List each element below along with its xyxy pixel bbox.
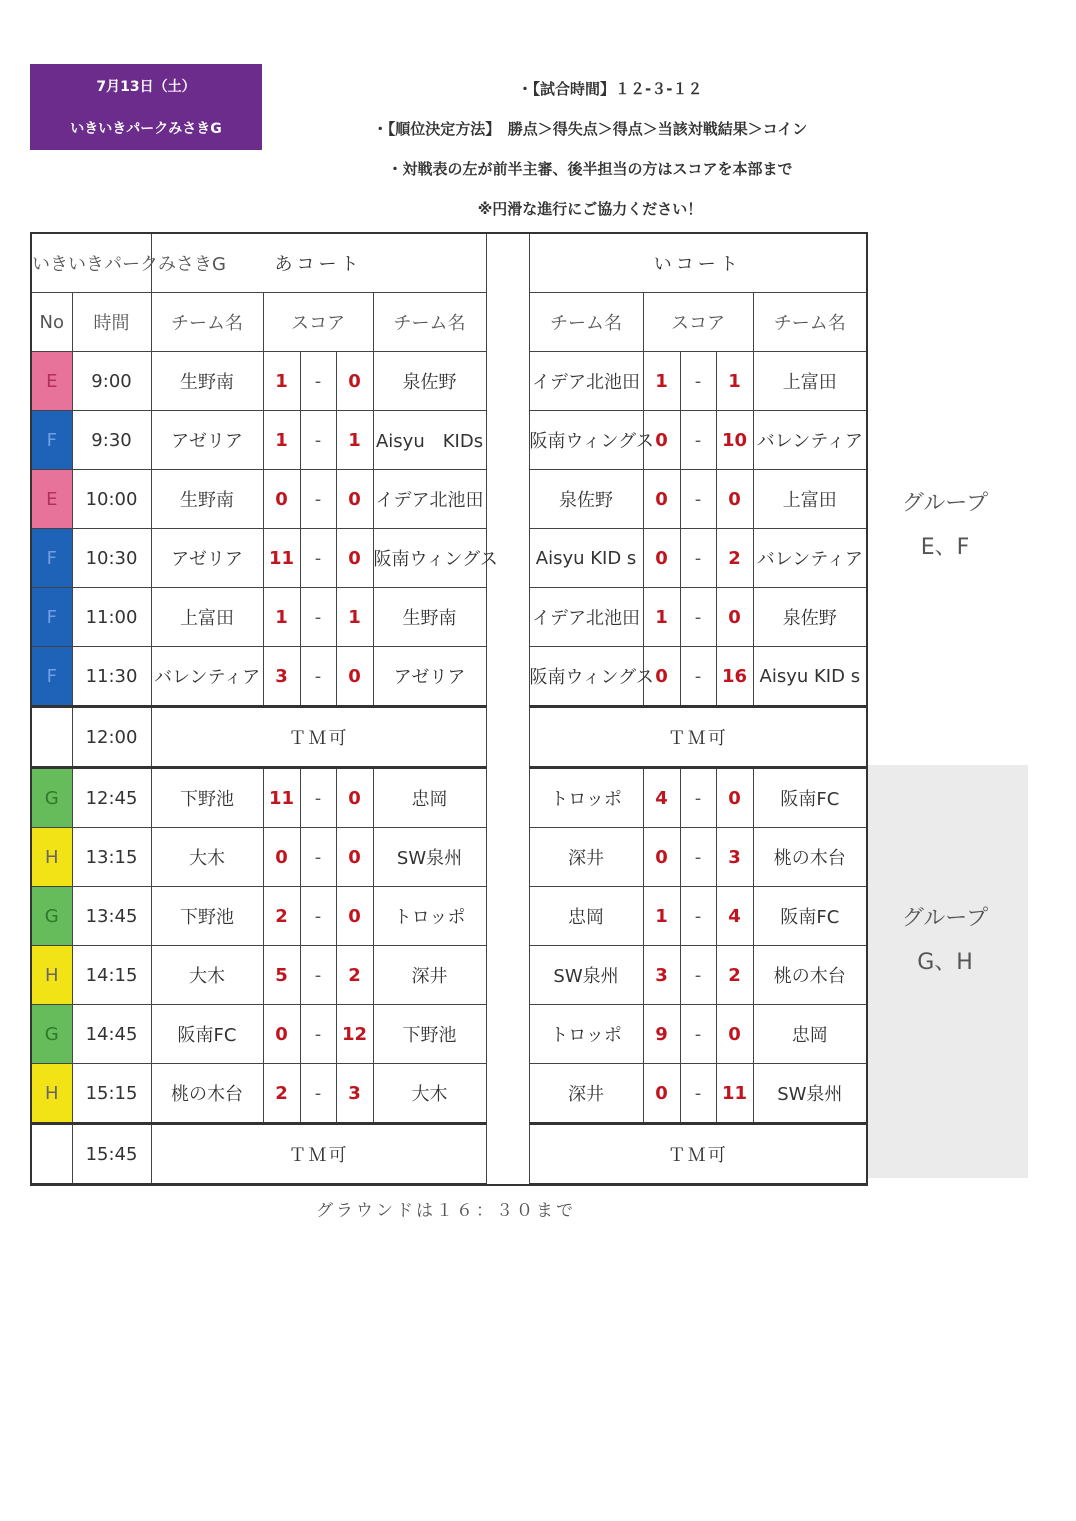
court-a-away-score: 0 — [336, 470, 373, 529]
court-i-home-score: 1 — [643, 352, 680, 411]
tm-court-i: ＴＭ可 — [529, 1124, 867, 1185]
court-i-away-team: 阪南FC — [753, 768, 867, 828]
court-gap — [486, 1064, 529, 1124]
court-i-away-team: 上富田 — [753, 470, 867, 529]
score-dash: - — [300, 1005, 336, 1064]
court-i-home-team: 阪南ウィングス — [529, 411, 643, 470]
court-i-title: いコート — [529, 233, 867, 293]
match-time: 14:45 — [72, 1005, 151, 1064]
court-i-away-team: 阪南FC — [753, 887, 867, 946]
court-i-home-score: 0 — [643, 647, 680, 707]
group-cell: F — [31, 647, 72, 707]
court-a-away-score: 2 — [336, 946, 373, 1005]
date-label: 7月13日（土） — [96, 79, 196, 95]
court-gap — [486, 293, 529, 352]
note-cooperation: ※円滑な進行にご協力ください！ — [477, 200, 703, 218]
date-venue-box — [30, 64, 262, 150]
court-i-home-score: 1 — [643, 887, 680, 946]
group-cell: G — [31, 768, 72, 828]
match-row — [31, 768, 867, 828]
court-gap — [486, 887, 529, 946]
court-a-home-team: 大木 — [151, 946, 263, 1005]
court-i-home-team: 忠岡 — [529, 887, 643, 946]
court-i-home-score: 0 — [643, 828, 680, 887]
court-gap — [486, 1005, 529, 1064]
court-a-title: あコート — [151, 233, 486, 293]
match-time: 15:15 — [72, 1064, 151, 1124]
court-a-away-score: 0 — [336, 352, 373, 411]
court-a-home-score: 11 — [263, 529, 300, 588]
court-a-away-score: 1 — [336, 411, 373, 470]
court-i-home-score: 9 — [643, 1005, 680, 1064]
match-row — [31, 647, 867, 707]
col-i-home-team: チーム名 — [529, 293, 643, 352]
venue-label: いきいきパークみさきG — [70, 121, 222, 137]
match-time: 9:00 — [72, 352, 151, 411]
court-a-home-team: 生野南 — [151, 352, 263, 411]
court-i-away-team: バレンティア — [753, 411, 867, 470]
court-a-away-team: 深井 — [373, 946, 486, 1005]
court-i-away-score: 1 — [716, 352, 753, 411]
match-row — [31, 470, 867, 529]
court-a-away-score: 12 — [336, 1005, 373, 1064]
court-a-away-score: 1 — [336, 588, 373, 647]
court-i-home-score: 0 — [643, 411, 680, 470]
tm-court-a: ＴＭ可 — [151, 1124, 486, 1185]
court-i-home-team: 泉佐野 — [529, 470, 643, 529]
score-dash: - — [300, 946, 336, 1005]
court-i-away-team: 忠岡 — [753, 1005, 867, 1064]
court-a-home-team: 下野池 — [151, 887, 263, 946]
court-a-away-score: 0 — [336, 647, 373, 707]
court-a-home-team: 上富田 — [151, 588, 263, 647]
court-i-home-score: 0 — [643, 529, 680, 588]
col-a-home-team: チーム名 — [151, 293, 263, 352]
court-i-home-team: SW泉州 — [529, 946, 643, 1005]
score-dash: - — [680, 411, 716, 470]
score-dash: - — [680, 352, 716, 411]
court-i-away-score: 11 — [716, 1064, 753, 1124]
court-i-home-score: 0 — [643, 1064, 680, 1124]
court-a-away-team: Aisyu KIDs — [373, 411, 486, 470]
court-i-home-team: トロッポ — [529, 1005, 643, 1064]
tm-court-a: ＴＭ可 — [151, 707, 486, 768]
rules-notes — [270, 78, 910, 238]
col-a-away-team: チーム名 — [373, 293, 486, 352]
group-cell: F — [31, 411, 72, 470]
court-i-away-team: 上富田 — [753, 352, 867, 411]
score-dash: - — [680, 588, 716, 647]
court-a-away-team: 生野南 — [373, 588, 486, 647]
court-gap — [486, 588, 529, 647]
court-i-home-team: 阪南ウィングス — [529, 647, 643, 707]
score-dash: - — [300, 411, 336, 470]
court-a-home-team: アゼリア — [151, 411, 263, 470]
court-a-home-score: 1 — [263, 411, 300, 470]
court-a-away-team: 大木 — [373, 1064, 486, 1124]
court-i-away-score: 0 — [716, 470, 753, 529]
court-i-away-team: バレンティア — [753, 529, 867, 588]
court-i-home-team: Aisyu KID s — [529, 529, 643, 588]
match-time: 9:30 — [72, 411, 151, 470]
score-dash: - — [300, 647, 336, 707]
court-gap — [486, 1124, 529, 1185]
match-time: 13:15 — [72, 828, 151, 887]
court-a-home-team: 大木 — [151, 828, 263, 887]
group-cell: E — [31, 470, 72, 529]
court-gap — [486, 946, 529, 1005]
group-ef-line1: グループ — [901, 491, 989, 516]
court-i-away-score: 10 — [716, 411, 753, 470]
match-row — [31, 1064, 867, 1124]
score-dash: - — [300, 470, 336, 529]
match-row — [31, 828, 867, 887]
court-a-away-score: 0 — [336, 768, 373, 828]
match-time: 11:30 — [72, 647, 151, 707]
court-i-away-team: Aisyu KID s — [753, 647, 867, 707]
note-match-time: ・【試合時間】１２-３-１２ — [517, 80, 703, 98]
group-cell — [31, 707, 72, 768]
group-cell: F — [31, 529, 72, 588]
court-i-away-score: 2 — [716, 529, 753, 588]
group-cell: G — [31, 887, 72, 946]
court-gap — [486, 352, 529, 411]
match-time: 12:00 — [72, 707, 151, 768]
court-i-away-score: 0 — [716, 588, 753, 647]
match-row — [31, 588, 867, 647]
match-time: 15:45 — [72, 1124, 151, 1185]
score-dash: - — [680, 828, 716, 887]
score-dash: - — [680, 946, 716, 1005]
score-dash: - — [680, 1064, 716, 1124]
score-dash: - — [680, 470, 716, 529]
court-i-home-score: 4 — [643, 768, 680, 828]
court-a-home-team: アゼリア — [151, 529, 263, 588]
court-a-home-team: 生野南 — [151, 470, 263, 529]
note-referee: ・対戦表の左が前半主審、後半担当の方はスコアを本部まで — [387, 160, 793, 178]
court-a-home-team: 下野池 — [151, 768, 263, 828]
court-gap — [486, 470, 529, 529]
court-a-home-score: 2 — [263, 887, 300, 946]
score-dash: - — [300, 352, 336, 411]
court-i-away-score: 0 — [716, 768, 753, 828]
group-cell — [31, 1124, 72, 1185]
score-dash: - — [680, 1005, 716, 1064]
col-time: 時間 — [72, 293, 151, 352]
col-i-score: スコア — [643, 293, 753, 352]
group-ef-line2: E、F — [920, 535, 970, 560]
match-time: 10:30 — [72, 529, 151, 588]
score-dash: - — [300, 529, 336, 588]
court-gap — [486, 411, 529, 470]
match-row — [31, 411, 867, 470]
court-i-home-team: トロッポ — [529, 768, 643, 828]
court-i-away-team: 泉佐野 — [753, 588, 867, 647]
venue-small-label: いきいきパークみさきG — [31, 233, 151, 293]
court-a-away-team: イデア北池田 — [373, 470, 486, 529]
score-dash: - — [300, 1064, 336, 1124]
court-gap — [486, 233, 529, 293]
group-cell: E — [31, 352, 72, 411]
col-i-away-team: チーム名 — [753, 293, 867, 352]
group-gh-label — [870, 897, 1020, 985]
court-i-away-score: 16 — [716, 647, 753, 707]
schedule-table — [30, 232, 868, 1186]
court-a-home-team: 桃の木台 — [151, 1064, 263, 1124]
court-a-home-score: 0 — [263, 828, 300, 887]
court-a-home-score: 0 — [263, 1005, 300, 1064]
column-header-row — [31, 293, 867, 352]
group-cell: H — [31, 946, 72, 1005]
court-a-home-score: 11 — [263, 768, 300, 828]
court-a-away-score: 0 — [336, 828, 373, 887]
court-i-home-team: 深井 — [529, 828, 643, 887]
court-gap — [486, 707, 529, 768]
score-dash: - — [680, 647, 716, 707]
court-i-away-score: 0 — [716, 1005, 753, 1064]
tm-row — [31, 707, 867, 768]
tm-row — [31, 1124, 867, 1185]
court-i-away-team: 桃の木台 — [753, 828, 867, 887]
court-a-away-team: アゼリア — [373, 647, 486, 707]
match-row — [31, 887, 867, 946]
ground-closing-note: グラウンドは１６：３０まで — [316, 1201, 576, 1221]
match-time: 12:45 — [72, 768, 151, 828]
match-time: 13:45 — [72, 887, 151, 946]
court-gap — [486, 647, 529, 707]
col-a-score: スコア — [263, 293, 373, 352]
court-a-away-score: 3 — [336, 1064, 373, 1124]
court-a-away-team: 泉佐野 — [373, 352, 486, 411]
court-gap — [486, 768, 529, 828]
tm-court-i: ＴＭ可 — [529, 707, 867, 768]
court-a-away-score: 0 — [336, 529, 373, 588]
court-i-home-team: イデア北池田 — [529, 588, 643, 647]
match-time: 10:00 — [72, 470, 151, 529]
note-ranking-method: ・【順位決定方法】 勝点＞得失点＞得点＞当該対戦結果＞コイン — [372, 120, 808, 138]
group-cell: F — [31, 588, 72, 647]
score-dash: - — [680, 529, 716, 588]
court-i-home-score: 1 — [643, 588, 680, 647]
court-a-home-team: 阪南FC — [151, 1005, 263, 1064]
match-row — [31, 352, 867, 411]
court-i-home-team: 深井 — [529, 1064, 643, 1124]
court-header-row — [31, 233, 867, 293]
match-time: 14:15 — [72, 946, 151, 1005]
court-a-home-team: バレンティア — [151, 647, 263, 707]
court-i-home-team: イデア北池田 — [529, 352, 643, 411]
group-gh-line2: G、H — [917, 950, 973, 975]
court-i-away-team: SW泉州 — [753, 1064, 867, 1124]
score-dash: - — [300, 828, 336, 887]
court-a-away-team: トロッポ — [373, 887, 486, 946]
score-dash: - — [680, 887, 716, 946]
court-gap — [486, 828, 529, 887]
court-a-away-score: 0 — [336, 887, 373, 946]
score-dash: - — [300, 588, 336, 647]
court-a-away-team: 下野池 — [373, 1005, 486, 1064]
court-a-home-score: 3 — [263, 647, 300, 707]
court-a-home-score: 0 — [263, 470, 300, 529]
group-cell: H — [31, 828, 72, 887]
group-cell: H — [31, 1064, 72, 1124]
court-i-away-score: 2 — [716, 946, 753, 1005]
match-row — [31, 946, 867, 1005]
court-a-home-score: 5 — [263, 946, 300, 1005]
score-dash: - — [680, 768, 716, 828]
match-row — [31, 1005, 867, 1064]
score-dash: - — [300, 887, 336, 946]
group-cell: G — [31, 1005, 72, 1064]
group-gh-line1: グループ — [901, 906, 989, 931]
col-no: No — [31, 293, 72, 352]
match-time: 11:00 — [72, 588, 151, 647]
court-a-away-team: SW泉州 — [373, 828, 486, 887]
court-i-away-score: 4 — [716, 887, 753, 946]
court-a-home-score: 1 — [263, 352, 300, 411]
court-i-away-team: 桃の木台 — [753, 946, 867, 1005]
group-ef-label — [870, 482, 1020, 570]
court-a-away-team: 忠岡 — [373, 768, 486, 828]
score-dash: - — [300, 768, 336, 828]
court-i-home-score: 3 — [643, 946, 680, 1005]
court-i-away-score: 3 — [716, 828, 753, 887]
court-a-home-score: 2 — [263, 1064, 300, 1124]
court-i-home-score: 0 — [643, 470, 680, 529]
court-a-home-score: 1 — [263, 588, 300, 647]
court-a-away-team: 阪南ウィングス — [373, 529, 486, 588]
match-row — [31, 529, 867, 588]
